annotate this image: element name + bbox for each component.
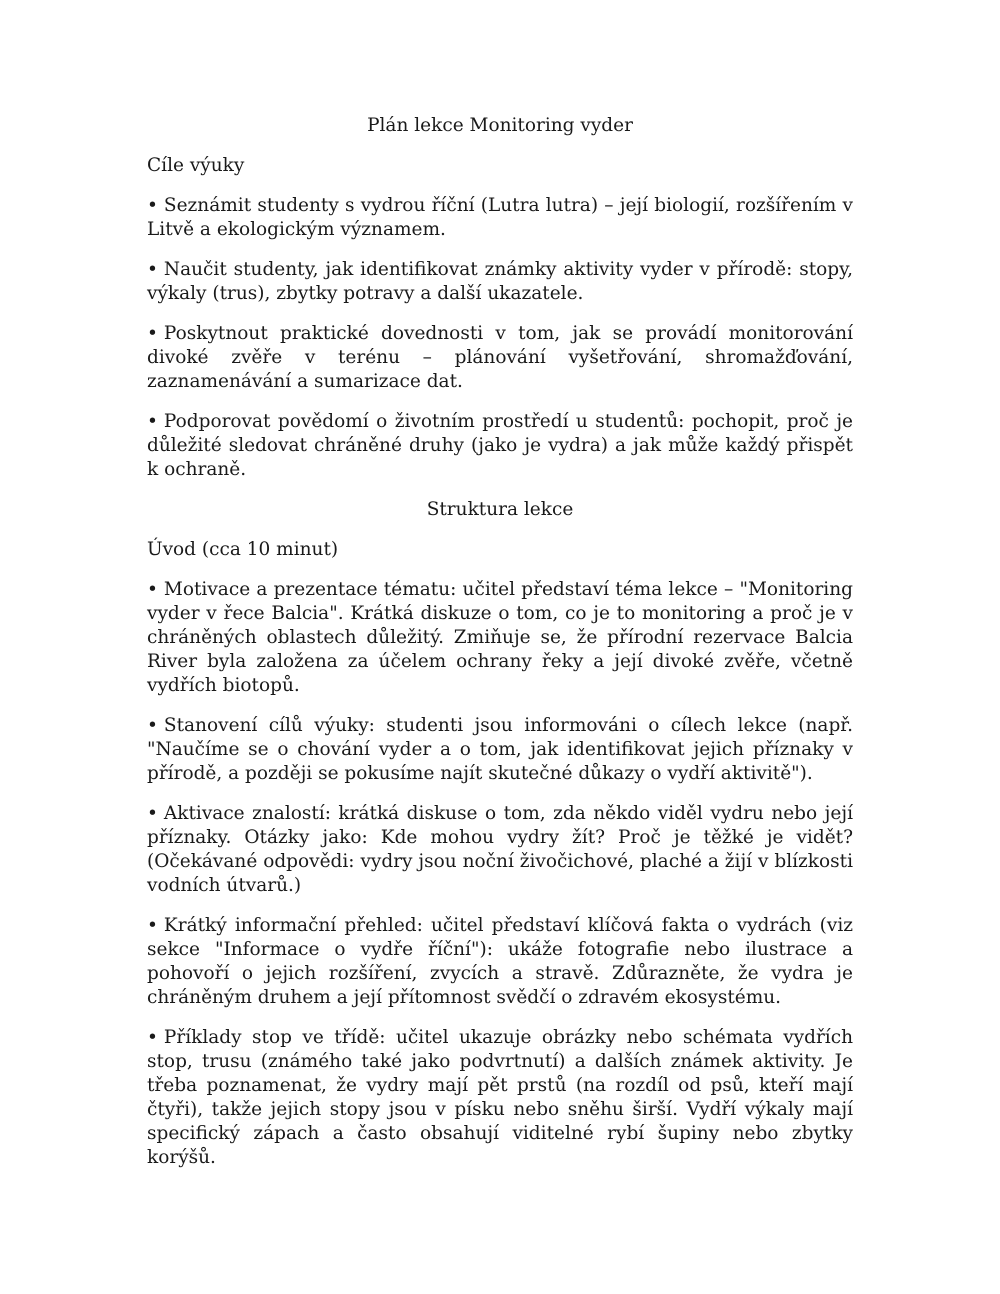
goal-text: Naučit studenty, jak identifikovat známky aktivity vyder v přírodě: stopy, výkaly (trus), zbytky potravy a další ukazatele. [147,259,853,304]
bullet-icon: • [147,259,158,280]
structure-heading: Struktura lekce [426,499,574,520]
bullet-icon: • [147,411,158,432]
goal-text: Podporovat povědomí o životním prostředí u studentů: pochopit, proč je důležité sledovat chráněné druhy (jako je vydra) a jak může každý přispět k ochraně. [147,411,853,480]
intro-text: Příklady stop ve třídě: učitel ukazuje obrázky nebo schémata vydřích stop, trusu (známého také jako podvrtnutí) a dalších známek aktivity. Je třeba poznamenat, že vydry mají pět prstů (na rozdíl od psů, kteří mají čtyři), takže jejich stopy jsou v písku nebo sněhu širší. Vydří výkaly mají specifický zápach a často obsahují viditelné rybí šupiny nebo zbytky korýšů. [147,1027,853,1168]
bullet-icon: • [147,195,158,216]
goal-text: Seznámit studenty s vydrou říční (Lutra lutra) – její biologií, rozšířením v Litvě a ekologickým významem. [147,195,853,240]
bullet-icon: • [147,323,158,344]
goal-item [147,258,853,306]
bullet-icon: • [147,579,158,600]
bullet-icon: • [147,803,158,824]
bullet-icon: • [147,715,158,736]
intro-item [147,914,853,1010]
intro-text: Krátký informační přehled: učitel představí klíčová fakta o vydrách (viz sekce "Informace o vydře říční"): ukáže fotografie nebo ilustrace a pohovoří o jejich rozšíření, zvycích a stravě. Zdůrazněte, že vydra je chráněným druhem a její přítomnost svědčí o zdravém ekosystému. [147,915,853,1008]
goal-item [147,194,853,242]
goal-text: Poskytnout praktické dovednosti v tom, jak se provádí monitorování divoké zvěře v terénu – plánování vyšetřování, shromažďování, zaznamenávání a sumarizace dat. [147,323,853,392]
goal-item [147,410,853,482]
document-page [147,114,853,1186]
bullet-icon: • [147,1027,158,1048]
intro-item [147,802,853,898]
intro-text: Aktivace znalostí: krátká diskuse o tom, zda někdo viděl vydru nebo její příznaky. Otázky jako: Kde mohou vydry žít? Proč je těžké je vidět? (Očekávané odpovědi: vydry jsou noční živočichové, plaché a žijí v blízkosti vodních útvarů.) [147,803,853,896]
intro-item [147,578,853,698]
goals-heading: Cíle výuky [147,155,245,176]
intro-item [147,1026,853,1170]
bullet-icon: • [147,915,158,936]
intro-item [147,714,853,786]
intro-text: Motivace a prezentace tématu: učitel představí téma lekce – "Monitoring vyder v řece Balcia". Krátká diskuze o tom, co je to monitoring a proč je v chráněných oblastech důležitý. Zmiňuje se, že přírodní rezervace Balcia River byla založena za účelem ochrany řeky a její divoké zvěře, včetně vydřích biotopů. [147,579,853,696]
intro-heading: Úvod (cca 10 minut) [147,539,339,560]
goal-item [147,322,853,394]
intro-text: Stanovení cílů výuky: studenti jsou informováni o cílech lekce (např. "Naučíme se o chování vyder a o tom, jak identifikovat jejich příznaky v přírodě, a později se pokusíme najít skutečné důkazy o vydří aktivitě"). [147,715,853,784]
document-title: Plán lekce Monitoring vyder [367,115,633,136]
